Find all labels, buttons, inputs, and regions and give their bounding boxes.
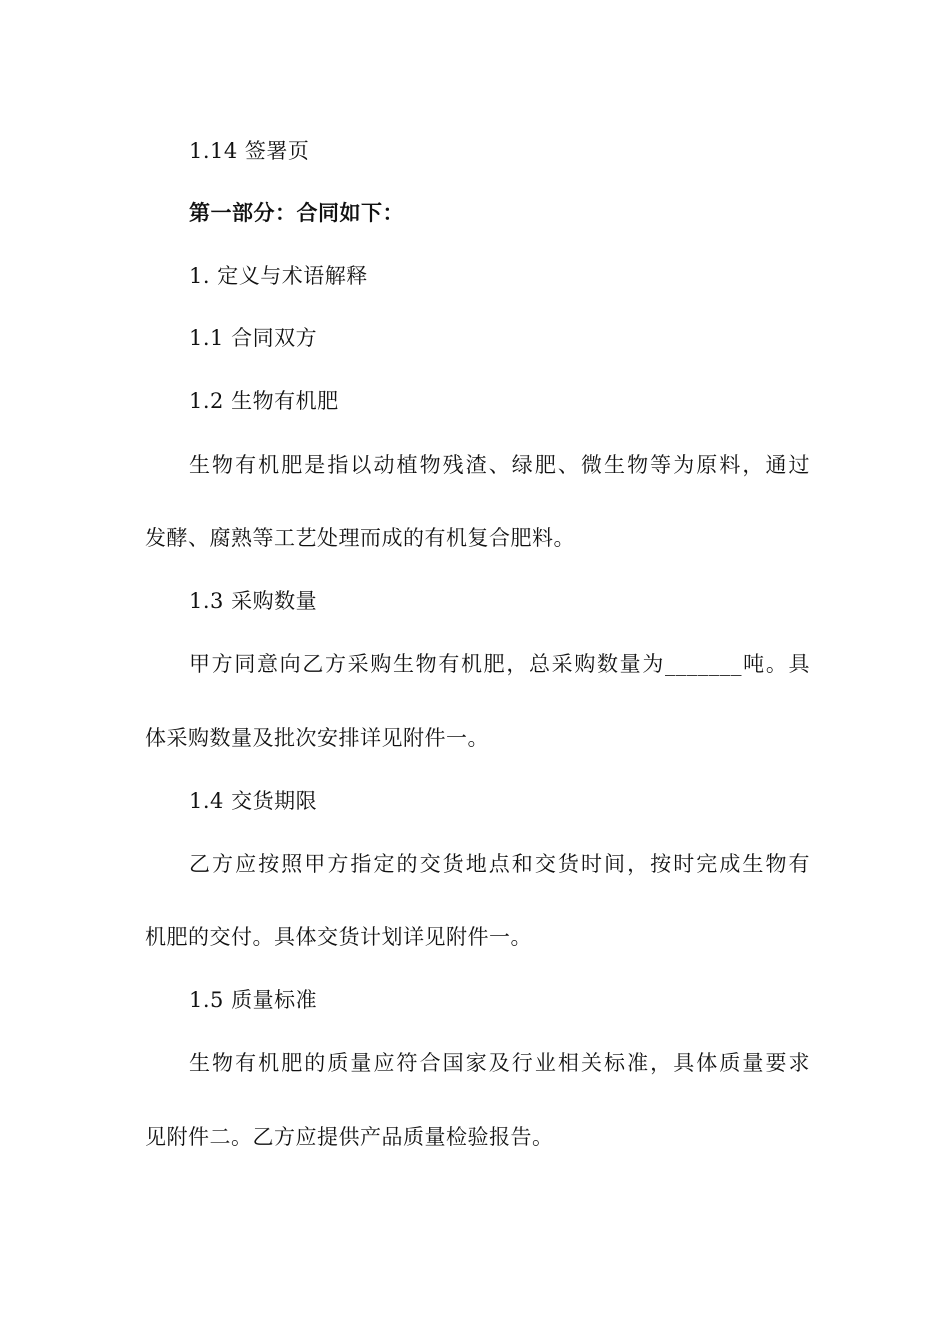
- paragraph-line: 乙方应按照甲方指定的交货地点和交货时间，按时完成生物有: [189, 852, 810, 876]
- paragraph-line: 体采购数量及批次安排详见附件一。: [145, 726, 489, 750]
- section-heading-signature-page: 1.14 签署页: [189, 139, 310, 163]
- paragraph-line: 见附件二。乙方应提供产品质量检验报告。: [145, 1125, 554, 1149]
- paragraph-line: 生物有机肥是指以动植物残渣、绿肥、微生物等为原料，通过: [189, 453, 810, 477]
- paragraph-line: 生物有机肥的质量应符合国家及行业相关标准，具体质量要求: [189, 1051, 810, 1075]
- clause-heading-quantity: 1.3 采购数量: [189, 589, 318, 613]
- paragraph-line: 机肥的交付。具体交货计划详见附件一。: [145, 925, 532, 949]
- part-heading: 第一部分：合同如下：: [189, 201, 404, 225]
- clause-heading-delivery: 1.4 交货期限: [189, 789, 318, 813]
- section-heading-definitions: 1. 定义与术语解释: [189, 264, 368, 288]
- clause-heading-parties: 1.1 合同双方: [189, 326, 318, 350]
- paragraph-line: 发酵、腐熟等工艺处理而成的有机复合肥料。: [145, 526, 575, 550]
- clause-heading-quality: 1.5 质量标准: [189, 988, 318, 1012]
- clause-heading-fertilizer: 1.2 生物有机肥: [189, 389, 339, 413]
- paragraph-line: 甲方同意向乙方采购生物有机肥，总采购数量为_______吨。具: [189, 652, 810, 676]
